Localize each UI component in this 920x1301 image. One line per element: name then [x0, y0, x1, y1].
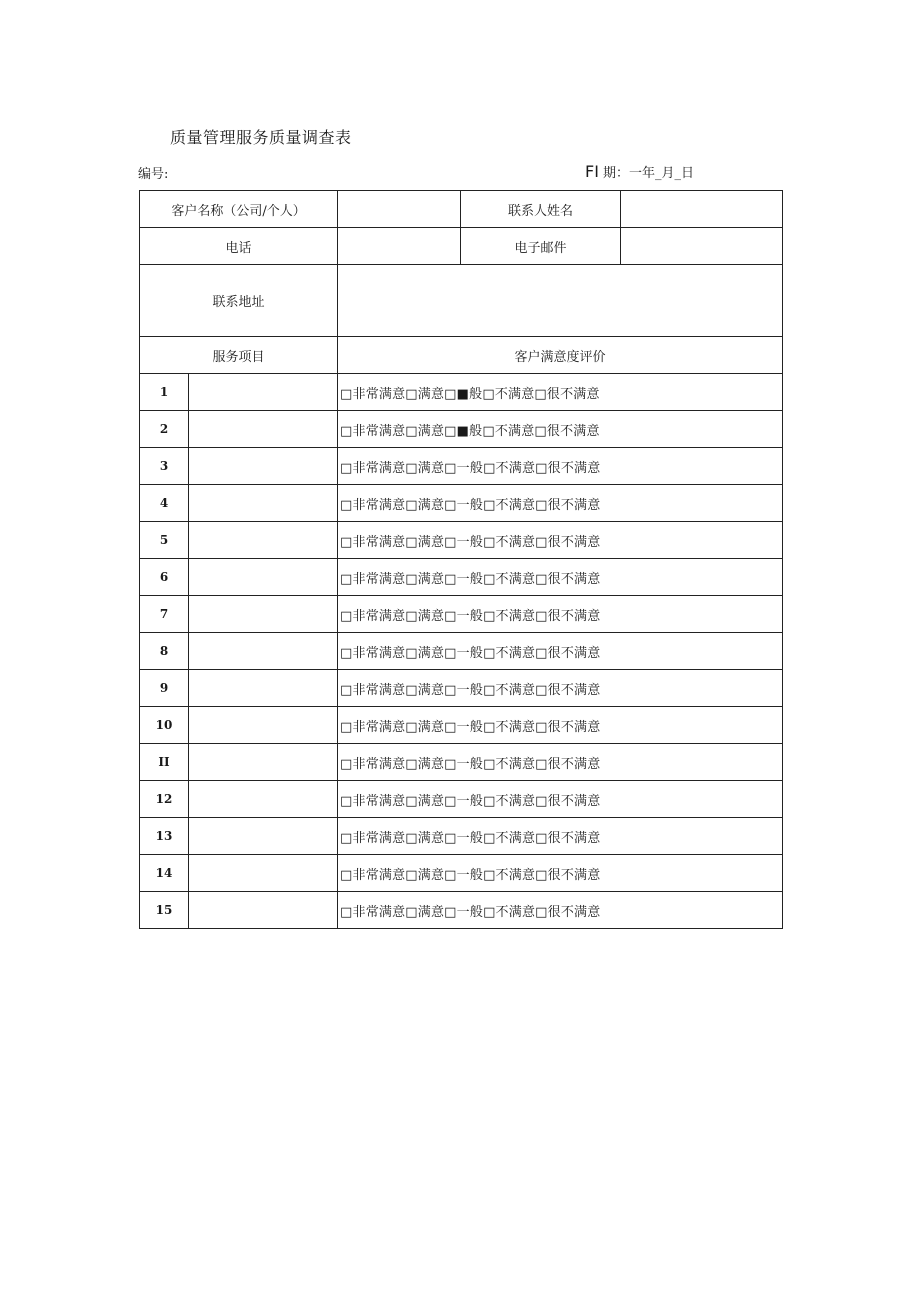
satisfaction-options[interactable]: □非常满意□满意□一般□不满意□很不满意	[338, 448, 783, 485]
contact-name-field[interactable]	[621, 191, 783, 228]
satisfaction-options[interactable]: □非常满意□满意□一般□不满意□很不满意	[338, 522, 783, 559]
service-item-field[interactable]	[189, 781, 338, 818]
service-item-field[interactable]	[189, 448, 338, 485]
customer-name-label: 客户名称（公司/个人）	[140, 191, 338, 228]
satisfaction-options[interactable]: □非常满意□满意□一般□不满意□很不满意	[338, 892, 783, 929]
address-row	[140, 265, 783, 337]
satisfaction-options[interactable]: □非常满意□满意□一般□不满意□很不满意	[338, 855, 783, 892]
service-item-field[interactable]	[189, 411, 338, 448]
row-number: 3	[140, 448, 189, 485]
row-number: II	[140, 744, 189, 781]
satisfaction-options[interactable]: □非常满意□满意□■般□不满意□很不满意	[338, 374, 783, 411]
table-row	[140, 559, 783, 596]
phone-field[interactable]	[338, 228, 461, 265]
satisfaction-options[interactable]: □非常满意□满意□一般□不满意□很不满意	[338, 670, 783, 707]
date-prefix: FI	[585, 162, 599, 181]
row-number: 9	[140, 670, 189, 707]
satisfaction-header: 客户满意度评价	[338, 337, 783, 374]
service-item-field[interactable]	[189, 818, 338, 855]
satisfaction-options[interactable]: □非常满意□满意□一般□不满意□很不满意	[338, 744, 783, 781]
date-line	[585, 162, 694, 181]
service-item-field[interactable]	[189, 633, 338, 670]
satisfaction-options[interactable]: □非常满意□满意□一般□不满意□很不满意	[338, 485, 783, 522]
service-item-field[interactable]	[189, 670, 338, 707]
table-row	[140, 374, 783, 411]
row-number: 2	[140, 411, 189, 448]
date-text: 期：一年_月_日	[598, 166, 695, 181]
row-number: 14	[140, 855, 189, 892]
form-number-label: 编号:	[138, 167, 169, 182]
table-row	[140, 818, 783, 855]
table-row	[140, 485, 783, 522]
address-label: 联系地址	[140, 265, 338, 337]
service-item-field[interactable]	[189, 559, 338, 596]
table-row	[140, 522, 783, 559]
row-number: 15	[140, 892, 189, 929]
satisfaction-options[interactable]: □非常满意□满意□一般□不满意□很不满意	[338, 596, 783, 633]
email-field[interactable]	[621, 228, 783, 265]
contact-name-label: 联系人姓名	[461, 191, 621, 228]
service-item-header: 服务项目	[140, 337, 338, 374]
satisfaction-options[interactable]: □非常满意□满意□一般□不满意□很不满意	[338, 707, 783, 744]
service-item-field[interactable]	[189, 855, 338, 892]
table-row	[140, 744, 783, 781]
row-number: 8	[140, 633, 189, 670]
table-row	[140, 670, 783, 707]
table-row	[140, 781, 783, 818]
table-row	[140, 411, 783, 448]
table-row	[140, 707, 783, 744]
table-row	[140, 892, 783, 929]
row-number: 6	[140, 559, 189, 596]
satisfaction-options[interactable]: □非常满意□满意□一般□不满意□很不满意	[338, 559, 783, 596]
customer-name-row	[140, 191, 783, 228]
section-header-row	[140, 337, 783, 374]
email-label: 电子邮件	[461, 228, 621, 265]
table-row	[140, 448, 783, 485]
phone-email-row	[140, 228, 783, 265]
satisfaction-options[interactable]: □非常满意□满意□■般□不满意□很不满意	[338, 411, 783, 448]
table-row	[140, 855, 783, 892]
row-number: 12	[140, 781, 189, 818]
row-number: 13	[140, 818, 189, 855]
row-number: 10	[140, 707, 189, 744]
service-item-field[interactable]	[189, 744, 338, 781]
phone-label: 电话	[140, 228, 338, 265]
row-number: 5	[140, 522, 189, 559]
satisfaction-options[interactable]: □非常满意□满意□一般□不满意□很不满意	[338, 781, 783, 818]
row-number: 7	[140, 596, 189, 633]
row-number: 4	[140, 485, 189, 522]
satisfaction-options[interactable]: □非常满意□满意□一般□不满意□很不满意	[338, 818, 783, 855]
satisfaction-options[interactable]: □非常满意□满意□一般□不满意□很不满意	[338, 633, 783, 670]
service-item-field[interactable]	[189, 707, 338, 744]
row-number: 1	[140, 374, 189, 411]
service-item-field[interactable]	[189, 374, 338, 411]
address-field[interactable]	[338, 265, 783, 337]
survey-table	[139, 190, 783, 929]
table-row	[140, 596, 783, 633]
customer-name-field[interactable]	[338, 191, 461, 228]
service-item-field[interactable]	[189, 596, 338, 633]
table-row	[140, 633, 783, 670]
service-item-field[interactable]	[189, 485, 338, 522]
service-item-field[interactable]	[189, 522, 338, 559]
service-item-field[interactable]	[189, 892, 338, 929]
page-title: 质量管理服务质量调查表	[170, 128, 352, 147]
